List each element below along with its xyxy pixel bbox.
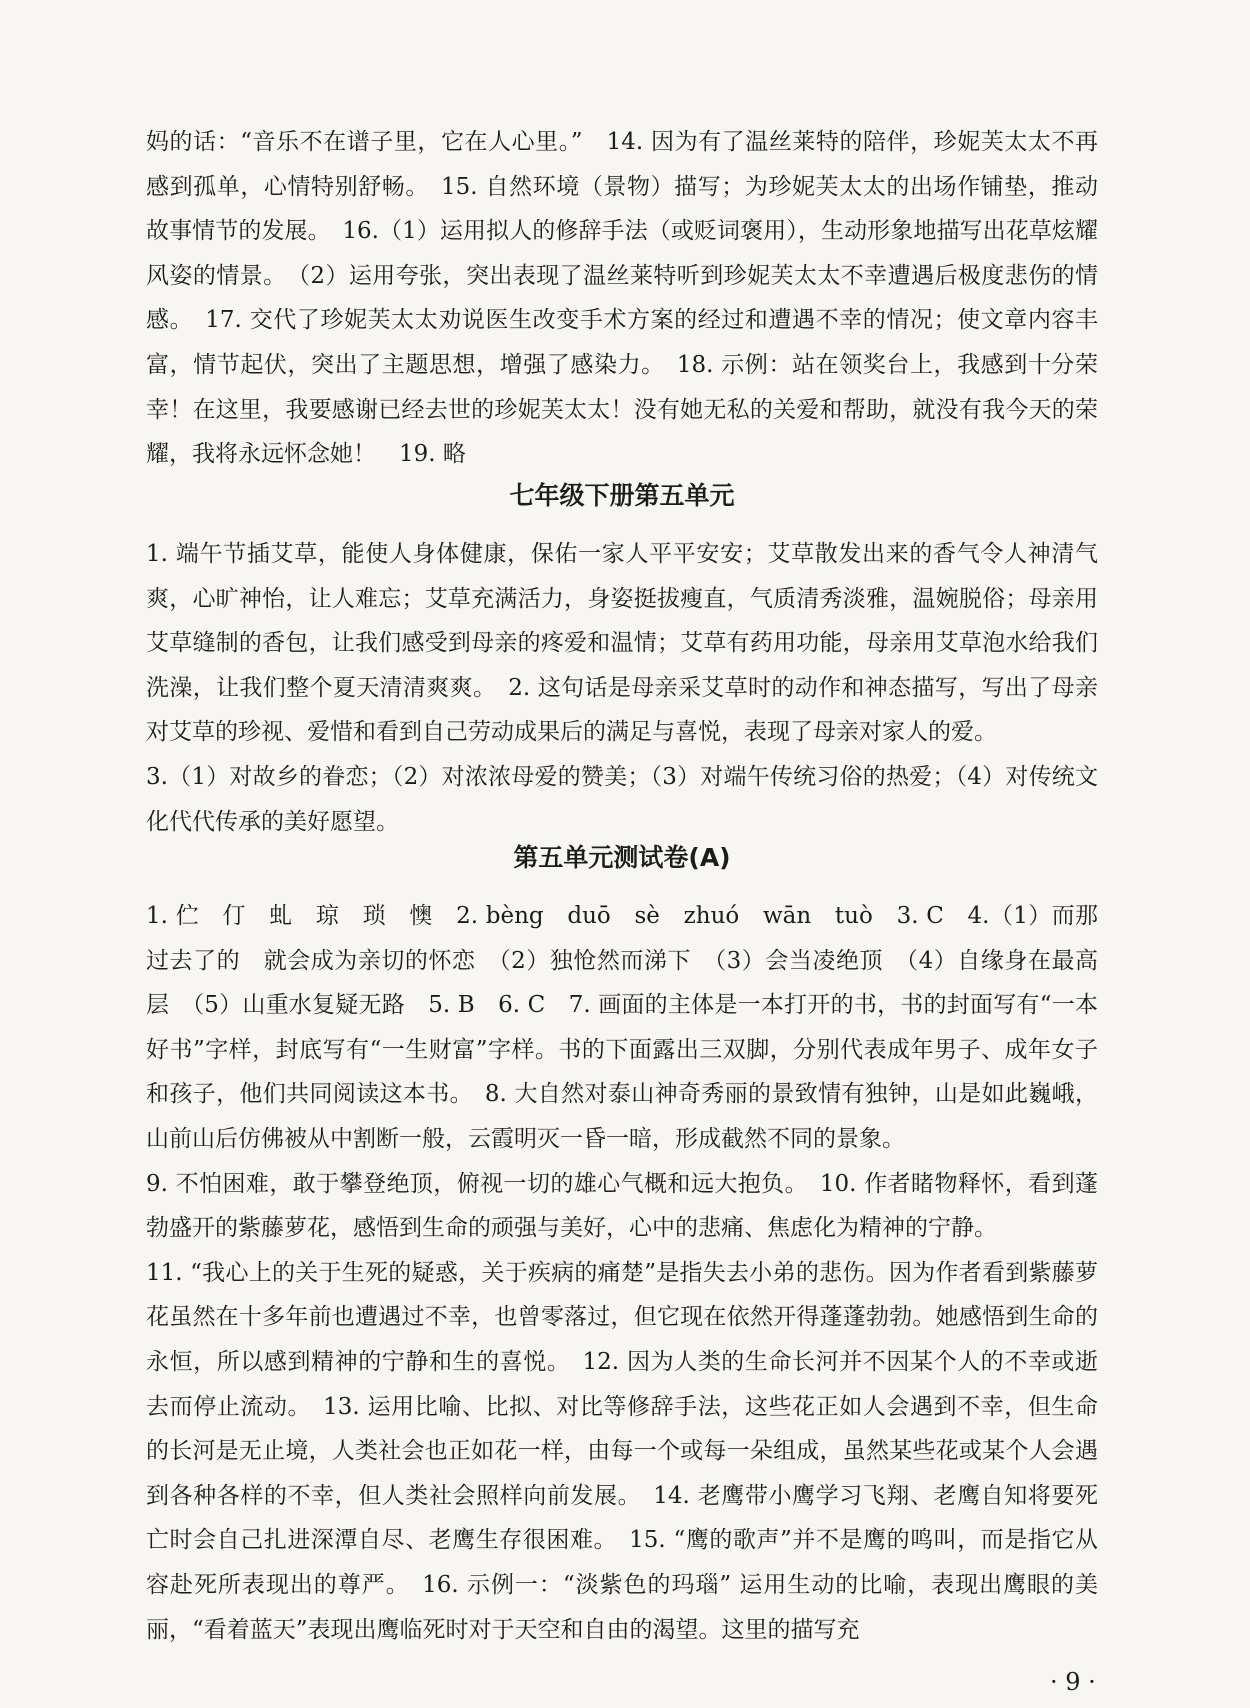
answer-block-test-a <box>146 894 1098 1652</box>
page-number: · 9 · <box>1050 1668 1096 1696</box>
answer-paragraph: 1. 端午节插艾草，能使人身体健康，保佑一家人平平安安；艾草散发出来的香气令人神清气爽，心旷神怡，让人难忘；艾草充满活力，身姿挺拔瘦直，气质清秀淡雅，温婉脱俗；母亲用艾草缝制的香包，让我们感受到母亲的疼爱和温情；艾草有药用功能，母亲用艾草泡水给我们洗澡，让我们整个夏天清清爽爽。 2. 这句话是母亲采艾草时的动作和神态描写，写出了母亲对艾草的珍视、爱惜和看到自己劳动成果后的满足与喜悦，表现了母亲对家人的爱。 <box>146 541 1098 746</box>
answer-paragraph: 妈的话：“音乐不在谱子里，它在人心里。” 14. 因为有了温丝莱特的陪伴，珍妮芙太太不再感到孤单，心情特别舒畅。 15. 自然环境（景物）描写；为珍妮芙太太的出场作铺垫，推动故事情节的发展。 16.（1）运用拟人的修辞手法（或贬词褒用），生动形象地描写出花草炫耀风姿的情景。 （2）运用夸张，突出表现了温丝莱特听到珍妮芙太太不幸遭遇后极度悲伤的情感。 17. 交代了珍妮芙太太劝说医生改变手术方案的经过和遭遇不幸的情况；使文章内容丰富，情节起伏，突出了主题思想，增强了感染力。 18. 示例：站在领奖台上，我感到十分荣幸！在这里，我要感谢已经去世的珍妮芙太太！没有她无私的关爱和帮助，就没有我今天的荣耀，我将永远怀念她！ 19. 略 <box>146 129 1098 468</box>
answer-paragraph: 9. 不怕困难，敢于攀登绝顶，俯视一切的雄心气概和远大抱负。 10. 作者睹物释怀，看到蓬勃盛开的紫藤萝花，感悟到生命的顽强与美好，心中的悲痛、焦虑化为精神的宁静。 <box>146 1170 1098 1242</box>
answer-block-previous-unit <box>146 120 1098 477</box>
answer-block-unit-5 <box>146 532 1098 844</box>
answer-paragraph: 11. “我心上的关于生死的疑惑，关于疾病的痛楚”是指失去小弟的悲伤。因为作者看到紫藤萝花虽然在十多年前也遭遇过不幸，也曾零落过，但它现在依然开得蓬蓬勃勃。她感悟到生命的永恒，所以感到精神的宁静和生的喜悦。 12. 因为人类的生命长河并不因某个人的不幸或逝去而停止流动。 13. 运用比喻、比拟、对比等修辞手法，这些花正如人会遇到不幸，但生命的长河是无止境，人类社会也正如花一样，由每一个或每一朵组成，虽然某些花或某个人会遇到各种各样的不幸，但人类社会照样向前发展。 14. 老鹰带小鹰学习飞翔、老鹰自知将要死亡时会自己扎进深潭自尽、老鹰生存很困难。 15. “鹰的歌声”并不是鹰的鸣叫，而是指它从容赴死所表现出的尊严。 16. 示例一：“淡紫色的玛瑙” 运用生动的比喻，表现出鹰眼的美丽，“看着蓝天”表现出鹰临死时对于天空和自由的渴望。这里的描写充 <box>146 1259 1098 1643</box>
section-title-test-a: 第五单元测试卷(A) <box>513 843 731 872</box>
section-title-unit-5: 七年级下册第五单元 <box>509 481 735 510</box>
answer-paragraph: 1. 伫 仃 虬 琼 琐 懊 2. bèng duō sè zhuó wān tuò 3. C 4.（1）而那过去了的 就会成为亲切的怀恋 （2）独怆然而涕下 （3）会当凌绝顶 （4）自缘身在最高层 （5）山重水复疑无路 5. B 6. C 7. 画面的主体是一本打开的书，书的封面写有“一本好书”字样，封底写有“一生财富”字样。书的下面露出三双脚，分别代表成年男子、成年女子和孩子，他们共同阅读这本书。 8. 大自然对泰山神奇秀丽的景致情有独钟，山是如此巍峨，山前山后仿佛被从中割断一般，云霞明灭一昏一暗，形成截然不同的景象。 <box>146 903 1098 1152</box>
answer-paragraph: 3.（1）对故乡的眷恋；（2）对浓浓母爱的赞美；（3）对端午传统习俗的热爱；（4）对传统文化代代传承的美好愿望。 <box>146 763 1098 835</box>
